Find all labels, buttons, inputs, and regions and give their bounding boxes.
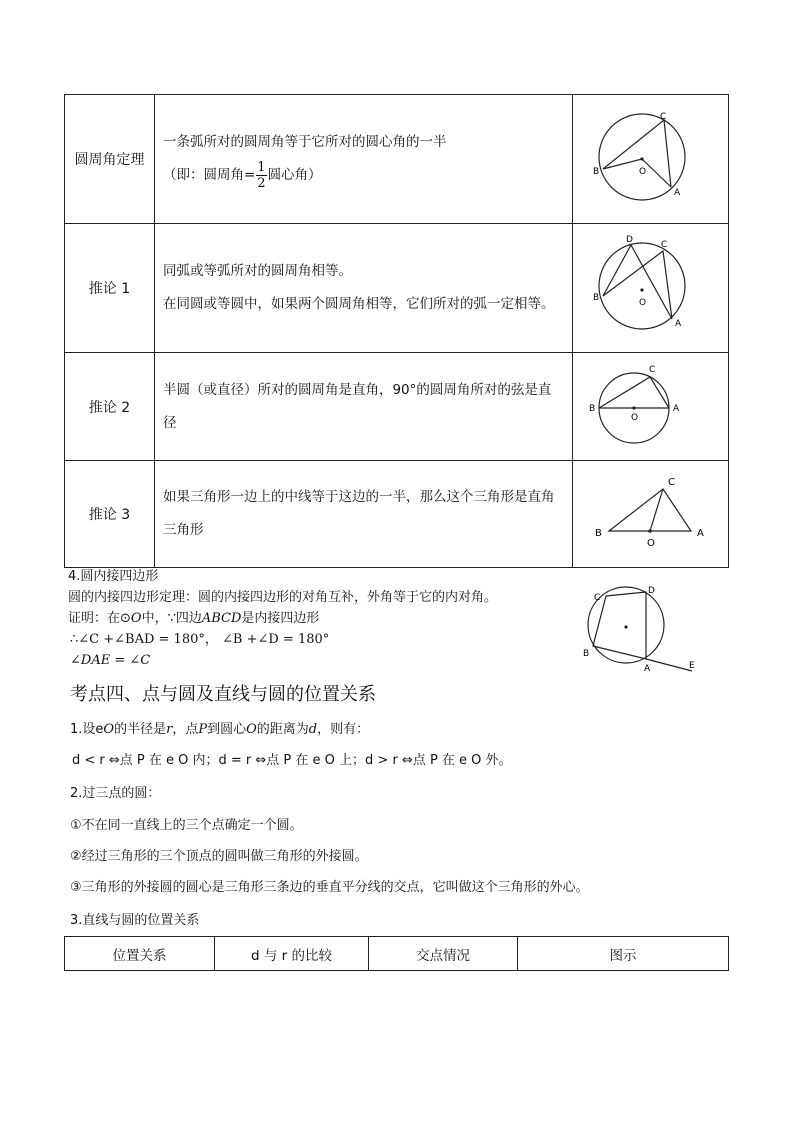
- item-text: ，点: [172, 722, 199, 737]
- point-label-c: C: [667, 477, 675, 488]
- corollary1-figure: [576, 224, 726, 348]
- three-points-item: ②经过三角形的三个顶点的圆叫做三角形的外接圆。: [70, 849, 368, 864]
- theorem-line: 半圆（或直径）所对的圆周角是直角，90°的圆周角所对的弦是直: [162, 381, 552, 398]
- point-label-b: B: [583, 649, 590, 659]
- theorem-text: [154, 224, 572, 353]
- theorem-row: [65, 353, 729, 461]
- proof-symbol-abcd: ABCD: [201, 611, 242, 626]
- theorem-text: [154, 95, 572, 224]
- point-label-a: A: [674, 319, 681, 329]
- point-label-a: A: [696, 528, 704, 539]
- figure-cell: [573, 95, 729, 224]
- symbol-p: P: [198, 722, 208, 737]
- point-label-a: A: [673, 188, 680, 198]
- theorem-name: 推论 2: [65, 353, 155, 461]
- item-text: 1.设e: [70, 722, 104, 737]
- theorem-name: 圆周角定理: [65, 95, 155, 224]
- theorem-text: [154, 353, 572, 461]
- table-header-row: [65, 937, 729, 971]
- table-header-cell: d 与 r 的比较: [215, 937, 369, 971]
- point-label-c: C: [659, 112, 666, 122]
- proof-text: 是内接四边形: [241, 611, 320, 626]
- theorem-line: 径: [162, 414, 177, 431]
- symbol-r: r: [166, 722, 173, 737]
- line-circle-table: [64, 936, 729, 971]
- point-label-c: C: [660, 240, 667, 250]
- cyclic-quadrilateral-figure: [575, 578, 715, 678]
- item-text: 的半径是: [114, 722, 167, 737]
- item-text: 到圆心: [207, 722, 247, 737]
- inscribed-angle-figure: [576, 95, 726, 219]
- quad-theorem: 圆的内接四边形定理：圆的内接四边形的对角互补，外角等于它的内对角。: [68, 590, 498, 605]
- quad-proof: [68, 608, 319, 629]
- point-label-b: B: [588, 404, 595, 414]
- point-label-a: A: [644, 664, 651, 674]
- relation-on: d = r ⇔点 P 在 e O 上；: [218, 753, 366, 768]
- point-label-d: D: [625, 235, 633, 245]
- symbol-o: O: [246, 722, 257, 737]
- proof-symbol-o: O: [130, 611, 142, 626]
- point-label-o: O: [638, 167, 646, 177]
- theorem-text: [154, 461, 572, 568]
- table-header-cell: 位置关系: [65, 937, 215, 971]
- point-label-d: D: [648, 586, 655, 596]
- theorem-line: 一条弧所对的圆周角等于它所对的圆心角的一半: [162, 134, 447, 150]
- quad-equation-2: ∠DAE = ∠C: [70, 653, 151, 668]
- item-text: ，则有：: [317, 722, 370, 737]
- theorem-name: 推论 1: [65, 224, 155, 353]
- line-circle-title: 3.直线与圆的位置关系: [70, 913, 200, 928]
- relation-outside: d > r ⇔点 P 在 e O 外。: [365, 753, 512, 768]
- point-label-b: B: [592, 167, 599, 177]
- theorem-row: [65, 461, 729, 568]
- proof-text: 中，∵四边: [141, 611, 202, 626]
- theorem-row: [65, 224, 729, 353]
- section-heading: 考点四、点与圆及直线与圆的位置关系: [70, 684, 376, 705]
- point-label-o: O: [646, 538, 655, 549]
- figure-cell: [573, 224, 729, 353]
- three-points-item: ③三角形的外接圆的圆心是三角形三条边的垂直平分线的交点，它叫做这个三角形的外心。: [70, 880, 589, 895]
- theorem-line: 三角形: [162, 522, 204, 538]
- symbol-d: d: [308, 722, 318, 737]
- proof-text: 证明：在⊙: [68, 611, 131, 626]
- point-label-o: O: [638, 298, 646, 308]
- point-label-e: E: [689, 661, 695, 671]
- symbol-o: O: [103, 722, 115, 737]
- theorem-line-post: 圆心角）: [267, 167, 322, 183]
- point-label-b: B: [592, 293, 599, 303]
- figure-cell: [573, 461, 729, 568]
- corollary3-figure: [576, 461, 726, 563]
- table-header-cell: 交点情况: [369, 937, 518, 971]
- fraction-numerator: 1: [257, 159, 266, 175]
- item-text: 的距离为: [256, 722, 309, 737]
- point-label-b: B: [594, 528, 602, 539]
- quad-title: 4.圆内接四边形: [68, 569, 159, 584]
- three-points-item: ①不在同一直线上的三个点确定一个圆。: [70, 818, 303, 833]
- theorem-line: 同弧或等弧所对的圆周角相等。: [162, 263, 352, 279]
- fraction: [256, 160, 266, 191]
- point-circle-item: [70, 719, 369, 740]
- theorem-line-pre: （即：圆周角=: [162, 167, 256, 183]
- theorem-line: 在同圆或等圆中，如果两个圆周角相等，它们所对的弧一定相等。: [162, 296, 555, 312]
- point-label-o: O: [630, 413, 638, 423]
- table-header-cell: 图示: [518, 937, 729, 971]
- theorem-row: [65, 95, 729, 224]
- point-circle-relations: [72, 750, 512, 771]
- quad-equation-1: ∴∠C +∠BAD = 180°， ∠B +∠D = 180°: [70, 632, 330, 647]
- fraction-denominator: 2: [257, 175, 266, 191]
- theorem-table: [64, 94, 729, 568]
- theorem-line: 如果三角形一边上的中线等于这边的一半，那么这个三角形是直角: [162, 489, 555, 505]
- corollary2-figure: [576, 353, 726, 456]
- relation-inside: d < r ⇔点 P 在 e O 内；: [72, 753, 219, 768]
- point-label-c: C: [594, 593, 601, 603]
- theorem-line: [163, 159, 568, 192]
- theorem-name: 推论 3: [65, 461, 155, 568]
- figure-cell: [573, 353, 729, 461]
- three-points-title: 2.过三点的圆：: [70, 786, 161, 801]
- point-label-c: C: [648, 365, 655, 375]
- point-label-a: A: [672, 404, 679, 414]
